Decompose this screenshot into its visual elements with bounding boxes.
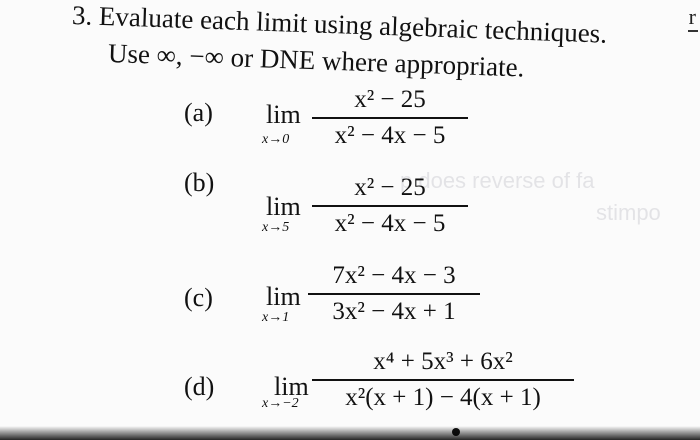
fraction-bar <box>312 117 468 119</box>
cropped-edge-mark <box>688 30 698 32</box>
denominator: x² − 4x − 5 <box>334 122 446 149</box>
limit-approach: x→5 <box>262 220 290 235</box>
bleed-through-text-2: stimpo <box>596 200 661 225</box>
limit-approach: x→0 <box>262 132 290 147</box>
lim-operator: lim <box>266 192 301 221</box>
fraction-bar <box>312 379 574 381</box>
lim-operator: lim <box>266 100 301 129</box>
cropped-edge-text: r <box>688 4 696 29</box>
problem-label: (c) <box>184 283 213 312</box>
denominator: 3x² − 4x + 1 <box>332 298 456 325</box>
bleed-through-text: p does reverse of fa <box>400 168 595 193</box>
problem-label: (a) <box>184 98 213 127</box>
lim-operator: lim <box>274 372 309 401</box>
fraction <box>312 86 468 150</box>
problem-heading: 3. Evaluate each limit using algebraic techniques. <box>71 0 608 49</box>
denominator: x² − 4x − 5 <box>334 210 446 237</box>
problem-label: (d) <box>184 372 215 401</box>
problem-label: (b) <box>184 168 215 197</box>
fraction-bar <box>308 293 480 295</box>
numerator: x² − 25 <box>354 174 426 201</box>
numerator: x⁴ + 5x³ + 6x² <box>373 348 513 375</box>
lim-operator: lim <box>266 282 301 311</box>
limit-approach: x→−2 <box>262 396 299 411</box>
fraction <box>312 348 574 412</box>
numerator: 7x² − 4x − 3 <box>332 262 456 289</box>
instructions: Use ∞, −∞ or DNE where appropriate. <box>107 38 525 83</box>
denominator: x²(x + 1) − 4(x + 1) <box>345 384 541 411</box>
fraction-bar <box>312 205 468 207</box>
fraction <box>312 174 468 238</box>
page-shadow <box>0 426 700 440</box>
fraction <box>308 262 480 326</box>
numerator: x² − 25 <box>354 86 426 113</box>
limit-approach: x→1 <box>262 310 290 325</box>
